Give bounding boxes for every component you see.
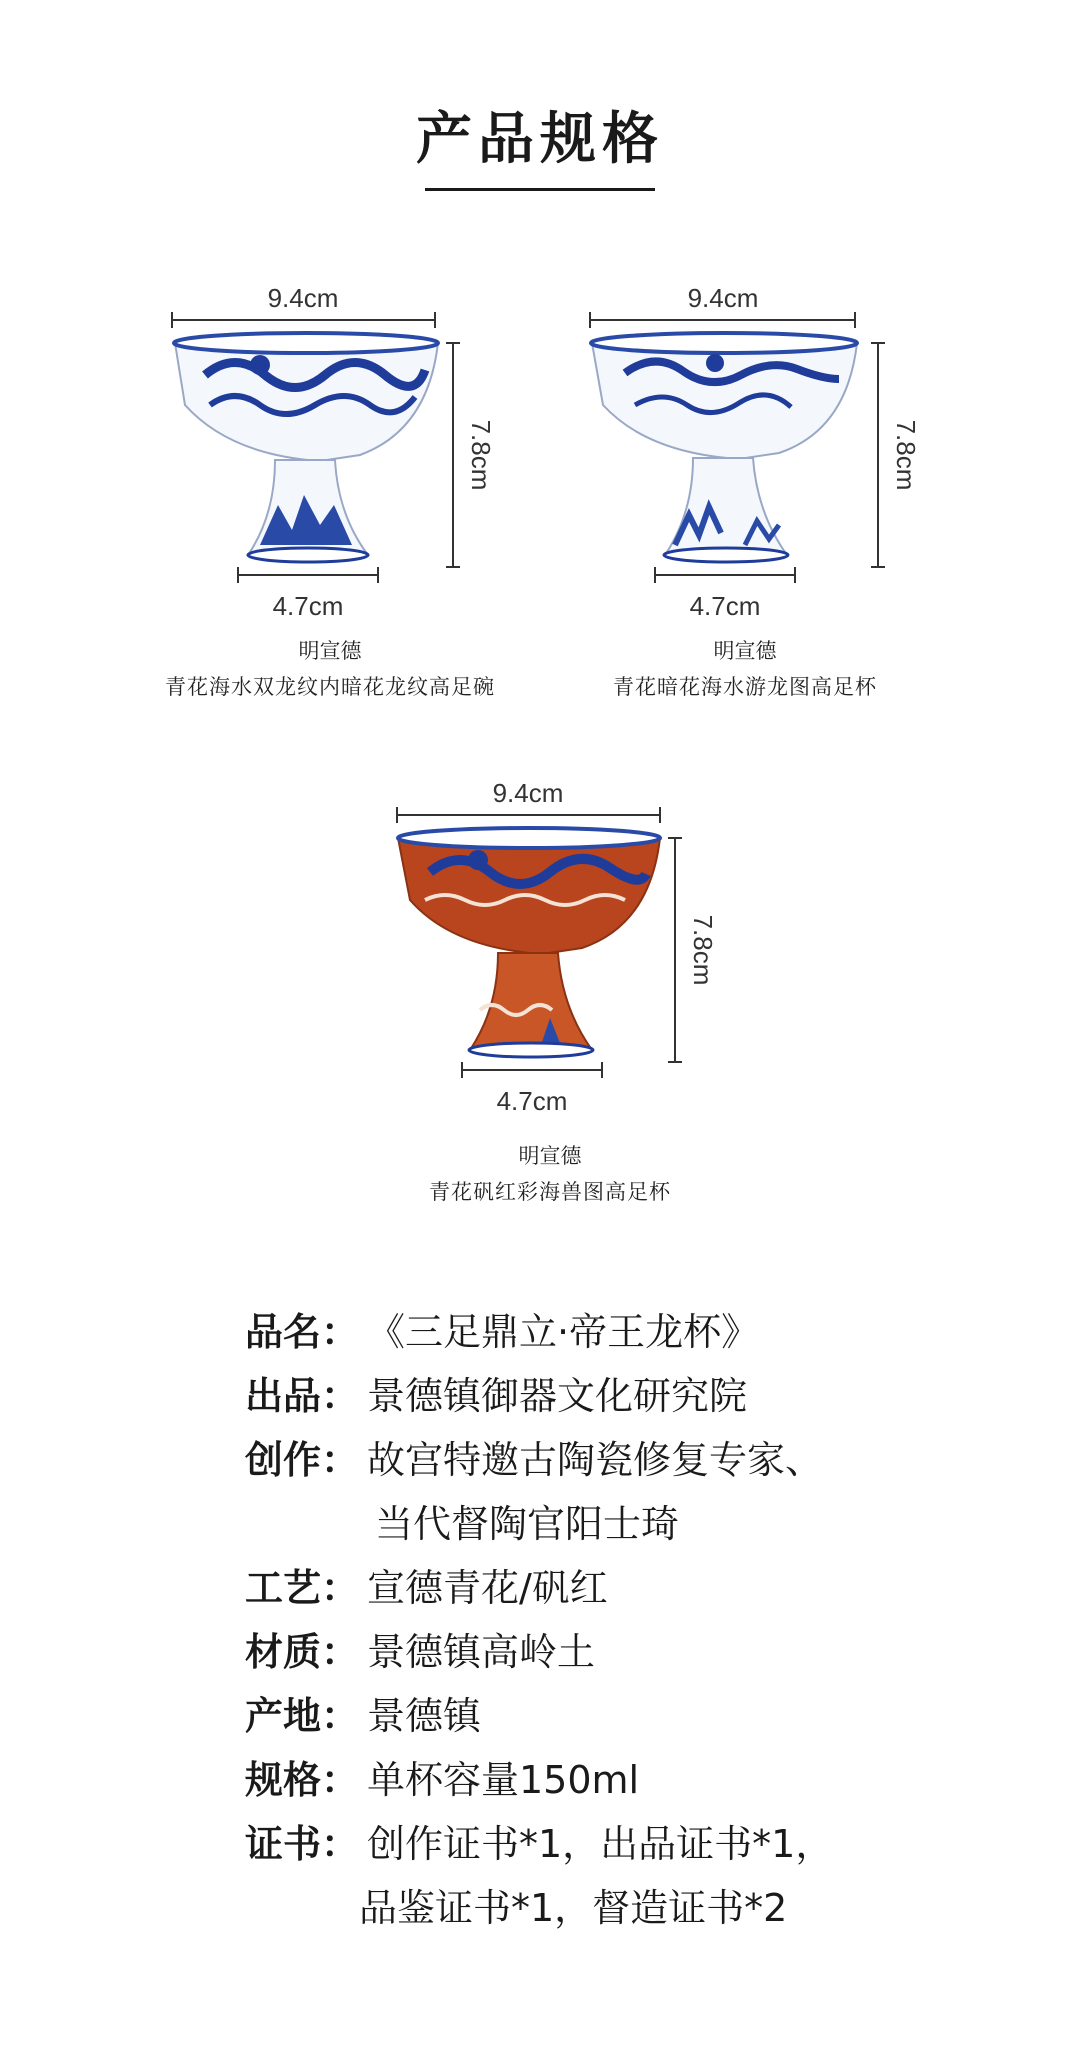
height-label-2: 7.8cm: [891, 419, 921, 491]
spec-row-name: [245, 1300, 1045, 1364]
cup-illustration-1: [110, 255, 550, 621]
spec-row-size: [245, 1748, 1045, 1812]
product-name: 青花矾红彩海兽图高足杯: [429, 1180, 671, 1204]
era-label: 明宣德: [298, 639, 362, 663]
title-underline: [425, 188, 655, 191]
spec-value-line: 故宫特邀古陶瓷修复专家、: [367, 1438, 824, 1482]
spec-row-origin: [245, 1684, 1045, 1748]
era-label: 明宣德: [518, 1144, 582, 1168]
width-label-2: 9.4cm: [687, 283, 759, 313]
spec-row-material: [245, 1620, 1045, 1684]
spec-key: 出品：: [245, 1374, 360, 1418]
spec-value-line: 当代督陶官阳士琦: [375, 1502, 680, 1546]
product-card-3: [330, 750, 770, 1204]
page-title: 产品规格: [416, 106, 664, 172]
spec-row-maker: [245, 1364, 1045, 1428]
spec-value: 景德镇高岭土: [367, 1630, 596, 1674]
spec-row-certs: [245, 1812, 1045, 1940]
foot-label-2: 4.7cm: [689, 591, 761, 621]
spec-row-craft: [245, 1556, 1045, 1620]
height-label-1: 7.8cm: [466, 419, 496, 491]
spec-row-creator: [245, 1428, 1045, 1556]
width-label-3: 9.4cm: [492, 778, 564, 808]
product-name: 青花海水双龙纹内暗花龙纹高足碗: [165, 675, 495, 699]
spec-list: [245, 1300, 1045, 1940]
spec-value-line: 品鉴证书*1，督造证书*2: [359, 1886, 788, 1930]
spec-value: 景德镇: [367, 1694, 482, 1738]
spec-value: 宣德青花/矾红: [367, 1566, 608, 1610]
foot-label-1: 4.7cm: [272, 591, 344, 621]
product-name: 青花暗花海水游龙图高足杯: [613, 675, 877, 699]
width-label-1: 9.4cm: [267, 283, 339, 313]
spec-value: [367, 1428, 1045, 1556]
cup-illustration-2: [525, 255, 965, 621]
spec-key: 规格：: [245, 1758, 360, 1802]
spec-key: 创作：: [245, 1438, 360, 1482]
era-label: 明宣德: [713, 639, 777, 663]
caption-1: [110, 635, 550, 701]
product-card-2: [525, 255, 965, 699]
spec-key: 证书：: [245, 1822, 360, 1866]
caption-3: [330, 1140, 770, 1206]
cup-illustration-3: [330, 750, 770, 1116]
caption-2: [525, 635, 965, 701]
spec-key: 产地：: [245, 1694, 360, 1738]
spec-value: 《三足鼎立·帝王龙杯》: [367, 1310, 760, 1354]
spec-value: 单杯容量150ml: [367, 1758, 640, 1802]
spec-value: 景德镇御器文化研究院: [367, 1374, 748, 1418]
spec-key: 品名：: [245, 1310, 360, 1354]
foot-label-3: 4.7cm: [496, 1086, 568, 1116]
spec-key: 工艺：: [245, 1566, 360, 1610]
product-card-1: [110, 255, 550, 699]
spec-value-line: 创作证书*1，出品证书*1，: [367, 1822, 834, 1866]
spec-value: [359, 1812, 1045, 1940]
height-label-3: 7.8cm: [688, 914, 718, 986]
spec-key: 材质：: [245, 1630, 360, 1674]
